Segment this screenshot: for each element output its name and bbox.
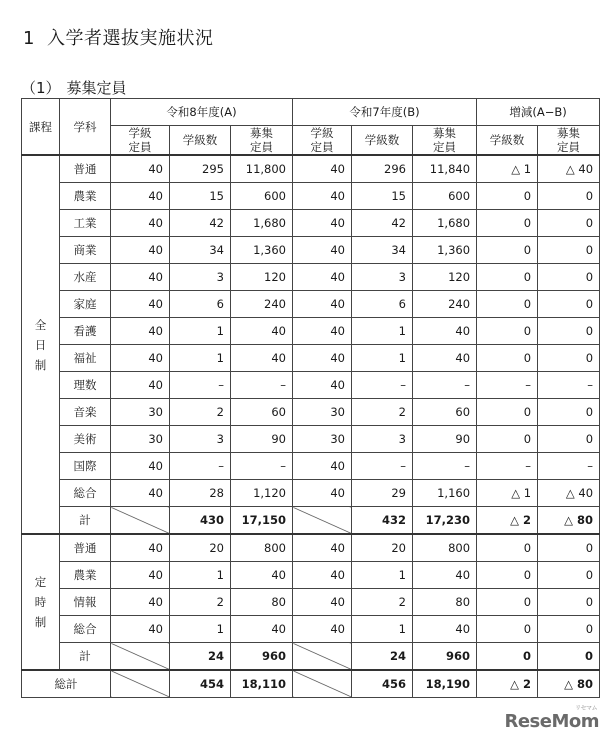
resemom-watermark xyxy=(504,705,599,732)
diff-cell: 0 xyxy=(538,264,600,291)
table-row xyxy=(22,155,600,183)
table-row xyxy=(22,562,600,589)
value-cell: 3 xyxy=(352,264,413,291)
subtotal-row xyxy=(22,507,600,535)
table-row xyxy=(22,345,600,372)
grand-total-value: 454 xyxy=(170,670,231,698)
diff-cell: 0 xyxy=(538,210,600,237)
value-cell: 90 xyxy=(413,426,477,453)
value-cell: 15 xyxy=(170,183,231,210)
section-subtitle xyxy=(21,77,127,98)
header-subject: 学科 xyxy=(60,99,111,156)
value-cell: 40 xyxy=(231,318,293,345)
value-cell: 40 xyxy=(111,237,170,264)
diff-cell: 0 xyxy=(477,589,538,616)
value-cell: 40 xyxy=(111,155,170,183)
enrollment-quota-table xyxy=(21,98,600,698)
value-cell: 1 xyxy=(170,345,231,372)
value-cell: 40 xyxy=(293,291,352,318)
value-cell: 6 xyxy=(352,291,413,318)
diff-cell: 0 xyxy=(538,183,600,210)
diff-cell: 0 xyxy=(477,616,538,643)
diff-cell: 0 xyxy=(538,616,600,643)
watermark-small-text: リセマム xyxy=(575,705,597,712)
subject-cell: 水産 xyxy=(60,264,111,291)
value-cell: 40 xyxy=(293,453,352,480)
header-subcol: 募集 定員 xyxy=(413,126,477,156)
subject-cell: 国際 xyxy=(60,453,111,480)
subtotal-row xyxy=(22,643,600,671)
value-cell: 34 xyxy=(170,237,231,264)
value-cell: 42 xyxy=(352,210,413,237)
value-cell: 28 xyxy=(170,480,231,507)
table-row xyxy=(22,237,600,264)
subject-cell: 看護 xyxy=(60,318,111,345)
value-cell: 11,800 xyxy=(231,155,293,183)
subject-cell: 商業 xyxy=(60,237,111,264)
value-cell: 40 xyxy=(111,453,170,480)
diff-cell: 0 xyxy=(538,291,600,318)
subject-cell: 総合 xyxy=(60,616,111,643)
value-cell: 40 xyxy=(111,589,170,616)
value-cell: 1 xyxy=(352,616,413,643)
value-cell: 40 xyxy=(111,562,170,589)
subject-cell: 農業 xyxy=(60,562,111,589)
value-cell: 60 xyxy=(413,399,477,426)
diff-cell: 0 xyxy=(477,318,538,345)
value-cell: 1 xyxy=(352,318,413,345)
value-cell: 1 xyxy=(170,318,231,345)
value-cell: 295 xyxy=(170,155,231,183)
value-cell: 30 xyxy=(111,426,170,453)
value-cell: – xyxy=(352,453,413,480)
subject-cell: 家庭 xyxy=(60,291,111,318)
value-cell: 240 xyxy=(231,291,293,318)
subject-cell: 音楽 xyxy=(60,399,111,426)
header-group-b: 令和7年度(B) xyxy=(293,99,477,126)
value-cell: 40 xyxy=(293,264,352,291)
subtotal-value: 17,150 xyxy=(231,507,293,535)
table-row xyxy=(22,589,600,616)
value-cell: 20 xyxy=(352,534,413,562)
value-cell: 1,680 xyxy=(231,210,293,237)
diff-cell: 0 xyxy=(538,237,600,264)
diff-cell: – xyxy=(538,372,600,399)
value-cell: 60 xyxy=(231,399,293,426)
header-group-c: 増減(A−B) xyxy=(477,99,600,126)
subtotal-value: 432 xyxy=(352,507,413,535)
header-subcol: 学級 定員 xyxy=(111,126,170,156)
subtotal-value: 17,230 xyxy=(413,507,477,535)
value-cell: 40 xyxy=(111,291,170,318)
diff-cell: △ 40 xyxy=(538,155,600,183)
value-cell: 800 xyxy=(413,534,477,562)
header-group-a: 令和8年度(A) xyxy=(111,99,293,126)
value-cell: 40 xyxy=(293,534,352,562)
diff-cell: △ 1 xyxy=(477,155,538,183)
subject-cell: 情報 xyxy=(60,589,111,616)
subtotal-diff: △ 80 xyxy=(538,507,600,535)
header-subcol: 学級数 xyxy=(352,126,413,156)
value-cell: 15 xyxy=(352,183,413,210)
value-cell: 1,360 xyxy=(231,237,293,264)
diagonal-cell xyxy=(293,643,352,671)
diff-cell: 0 xyxy=(538,426,600,453)
value-cell: 40 xyxy=(111,210,170,237)
diff-cell: 0 xyxy=(538,399,600,426)
diff-cell: 0 xyxy=(538,589,600,616)
diagonal-cell xyxy=(293,507,352,535)
watermark-text: ReseMom xyxy=(504,711,599,732)
value-cell: 29 xyxy=(352,480,413,507)
value-cell: 40 xyxy=(111,183,170,210)
table-row xyxy=(22,426,600,453)
value-cell: 40 xyxy=(293,210,352,237)
subtotal-diff: 0 xyxy=(477,643,538,671)
diff-cell: 0 xyxy=(477,237,538,264)
value-cell: 40 xyxy=(293,589,352,616)
title-number: 1 xyxy=(23,28,35,49)
diff-cell: 0 xyxy=(477,345,538,372)
diff-cell: △ 40 xyxy=(538,480,600,507)
value-cell: 40 xyxy=(293,480,352,507)
table-row xyxy=(22,183,600,210)
value-cell: 40 xyxy=(413,562,477,589)
value-cell: 30 xyxy=(293,399,352,426)
value-cell: 3 xyxy=(170,426,231,453)
diff-cell: 0 xyxy=(538,345,600,372)
diagonal-cell xyxy=(111,670,170,698)
value-cell: 40 xyxy=(111,264,170,291)
value-cell: 3 xyxy=(352,426,413,453)
value-cell: 3 xyxy=(170,264,231,291)
subtotal-value: 960 xyxy=(231,643,293,671)
subtotal-diff: 0 xyxy=(538,643,600,671)
value-cell: 80 xyxy=(231,589,293,616)
page-title xyxy=(23,24,213,50)
value-cell: 40 xyxy=(111,480,170,507)
value-cell: 90 xyxy=(231,426,293,453)
subtotal-label: 計 xyxy=(60,643,111,671)
table-row xyxy=(22,480,600,507)
table-row xyxy=(22,399,600,426)
header-subcol: 学級数 xyxy=(170,126,231,156)
diagonal-cell xyxy=(293,670,352,698)
table-row xyxy=(22,264,600,291)
diff-cell: 0 xyxy=(538,534,600,562)
diff-cell: 0 xyxy=(477,183,538,210)
header-subcol: 募集 定員 xyxy=(231,126,293,156)
value-cell: 42 xyxy=(170,210,231,237)
subtotal-value: 24 xyxy=(352,643,413,671)
diff-cell: 0 xyxy=(477,264,538,291)
value-cell: 40 xyxy=(293,318,352,345)
value-cell: 240 xyxy=(413,291,477,318)
diff-cell: – xyxy=(538,453,600,480)
value-cell: 1 xyxy=(352,345,413,372)
subject-cell: 普通 xyxy=(60,155,111,183)
value-cell: 1,160 xyxy=(413,480,477,507)
value-cell: 600 xyxy=(231,183,293,210)
diff-cell: 0 xyxy=(477,291,538,318)
value-cell: 40 xyxy=(111,345,170,372)
value-cell: – xyxy=(231,372,293,399)
table-row xyxy=(22,318,600,345)
value-cell: 1 xyxy=(170,616,231,643)
value-cell: 40 xyxy=(413,345,477,372)
value-cell: – xyxy=(170,372,231,399)
value-cell: 30 xyxy=(111,399,170,426)
course-cell: 全 日 制 xyxy=(22,155,60,534)
subtitle-text: 募集定員 xyxy=(66,79,127,97)
diff-cell: 0 xyxy=(477,534,538,562)
header-subcol: 学級数 xyxy=(477,126,538,156)
value-cell: 34 xyxy=(352,237,413,264)
diff-cell: 0 xyxy=(477,210,538,237)
grand-total-value: 456 xyxy=(352,670,413,698)
diagonal-cell xyxy=(111,643,170,671)
subtitle-number: （1） xyxy=(21,79,61,97)
subject-cell: 農業 xyxy=(60,183,111,210)
table-row xyxy=(22,616,600,643)
subject-cell: 理数 xyxy=(60,372,111,399)
table-row xyxy=(22,291,600,318)
subtotal-label: 計 xyxy=(60,507,111,535)
table-body xyxy=(22,155,600,698)
value-cell: 40 xyxy=(231,616,293,643)
header-course: 課程 xyxy=(22,99,60,156)
value-cell: 30 xyxy=(293,426,352,453)
course-cell: 定 時 制 xyxy=(22,534,60,670)
table-row xyxy=(22,372,600,399)
diff-cell: – xyxy=(477,453,538,480)
table-row xyxy=(22,534,600,562)
value-cell: 1,360 xyxy=(413,237,477,264)
value-cell: 120 xyxy=(231,264,293,291)
value-cell: – xyxy=(413,453,477,480)
table-row xyxy=(22,210,600,237)
subject-cell: 普通 xyxy=(60,534,111,562)
value-cell: 40 xyxy=(293,237,352,264)
value-cell: 40 xyxy=(293,616,352,643)
value-cell: 2 xyxy=(170,399,231,426)
value-cell: 40 xyxy=(111,318,170,345)
diff-cell: 0 xyxy=(538,562,600,589)
value-cell: 40 xyxy=(293,372,352,399)
value-cell: 1 xyxy=(170,562,231,589)
grand-total-row xyxy=(22,670,600,698)
diff-cell: 0 xyxy=(477,562,538,589)
value-cell: 2 xyxy=(170,589,231,616)
value-cell: 40 xyxy=(413,318,477,345)
value-cell: 2 xyxy=(352,589,413,616)
subject-cell: 美術 xyxy=(60,426,111,453)
value-cell: 40 xyxy=(231,345,293,372)
value-cell: 296 xyxy=(352,155,413,183)
value-cell: 11,840 xyxy=(413,155,477,183)
subject-cell: 福祉 xyxy=(60,345,111,372)
value-cell: 6 xyxy=(170,291,231,318)
subtotal-value: 960 xyxy=(413,643,477,671)
value-cell: 40 xyxy=(293,183,352,210)
header-row-groups xyxy=(22,99,600,126)
value-cell: 40 xyxy=(293,562,352,589)
subject-cell: 工業 xyxy=(60,210,111,237)
subtotal-value: 24 xyxy=(170,643,231,671)
value-cell: – xyxy=(170,453,231,480)
value-cell: – xyxy=(413,372,477,399)
subtotal-value: 430 xyxy=(170,507,231,535)
value-cell: 1 xyxy=(352,562,413,589)
value-cell: 40 xyxy=(111,616,170,643)
value-cell: 40 xyxy=(413,616,477,643)
value-cell: 1,120 xyxy=(231,480,293,507)
value-cell: 40 xyxy=(293,345,352,372)
value-cell: 20 xyxy=(170,534,231,562)
value-cell: – xyxy=(231,453,293,480)
value-cell: 2 xyxy=(352,399,413,426)
grand-total-value: 18,110 xyxy=(231,670,293,698)
diff-cell: 0 xyxy=(477,399,538,426)
grand-total-diff: △ 80 xyxy=(538,670,600,698)
value-cell: 800 xyxy=(231,534,293,562)
value-cell: 1,680 xyxy=(413,210,477,237)
value-cell: – xyxy=(352,372,413,399)
subject-cell: 総合 xyxy=(60,480,111,507)
diff-cell: △ 1 xyxy=(477,480,538,507)
grand-total-diff: △ 2 xyxy=(477,670,538,698)
grand-total-label: 総計 xyxy=(22,670,111,698)
diff-cell: 0 xyxy=(538,318,600,345)
diff-cell: – xyxy=(477,372,538,399)
value-cell: 40 xyxy=(293,155,352,183)
value-cell: 600 xyxy=(413,183,477,210)
diagonal-cell xyxy=(111,507,170,535)
grand-total-value: 18,190 xyxy=(413,670,477,698)
value-cell: 80 xyxy=(413,589,477,616)
table-row xyxy=(22,453,600,480)
value-cell: 40 xyxy=(231,562,293,589)
value-cell: 120 xyxy=(413,264,477,291)
title-text: 入学者選抜実施状況 xyxy=(46,28,214,49)
value-cell: 40 xyxy=(111,372,170,399)
value-cell: 40 xyxy=(111,534,170,562)
header-subcol: 募集 定員 xyxy=(538,126,600,156)
diff-cell: 0 xyxy=(477,426,538,453)
header-subcol: 学級 定員 xyxy=(293,126,352,156)
subtotal-diff: △ 2 xyxy=(477,507,538,535)
